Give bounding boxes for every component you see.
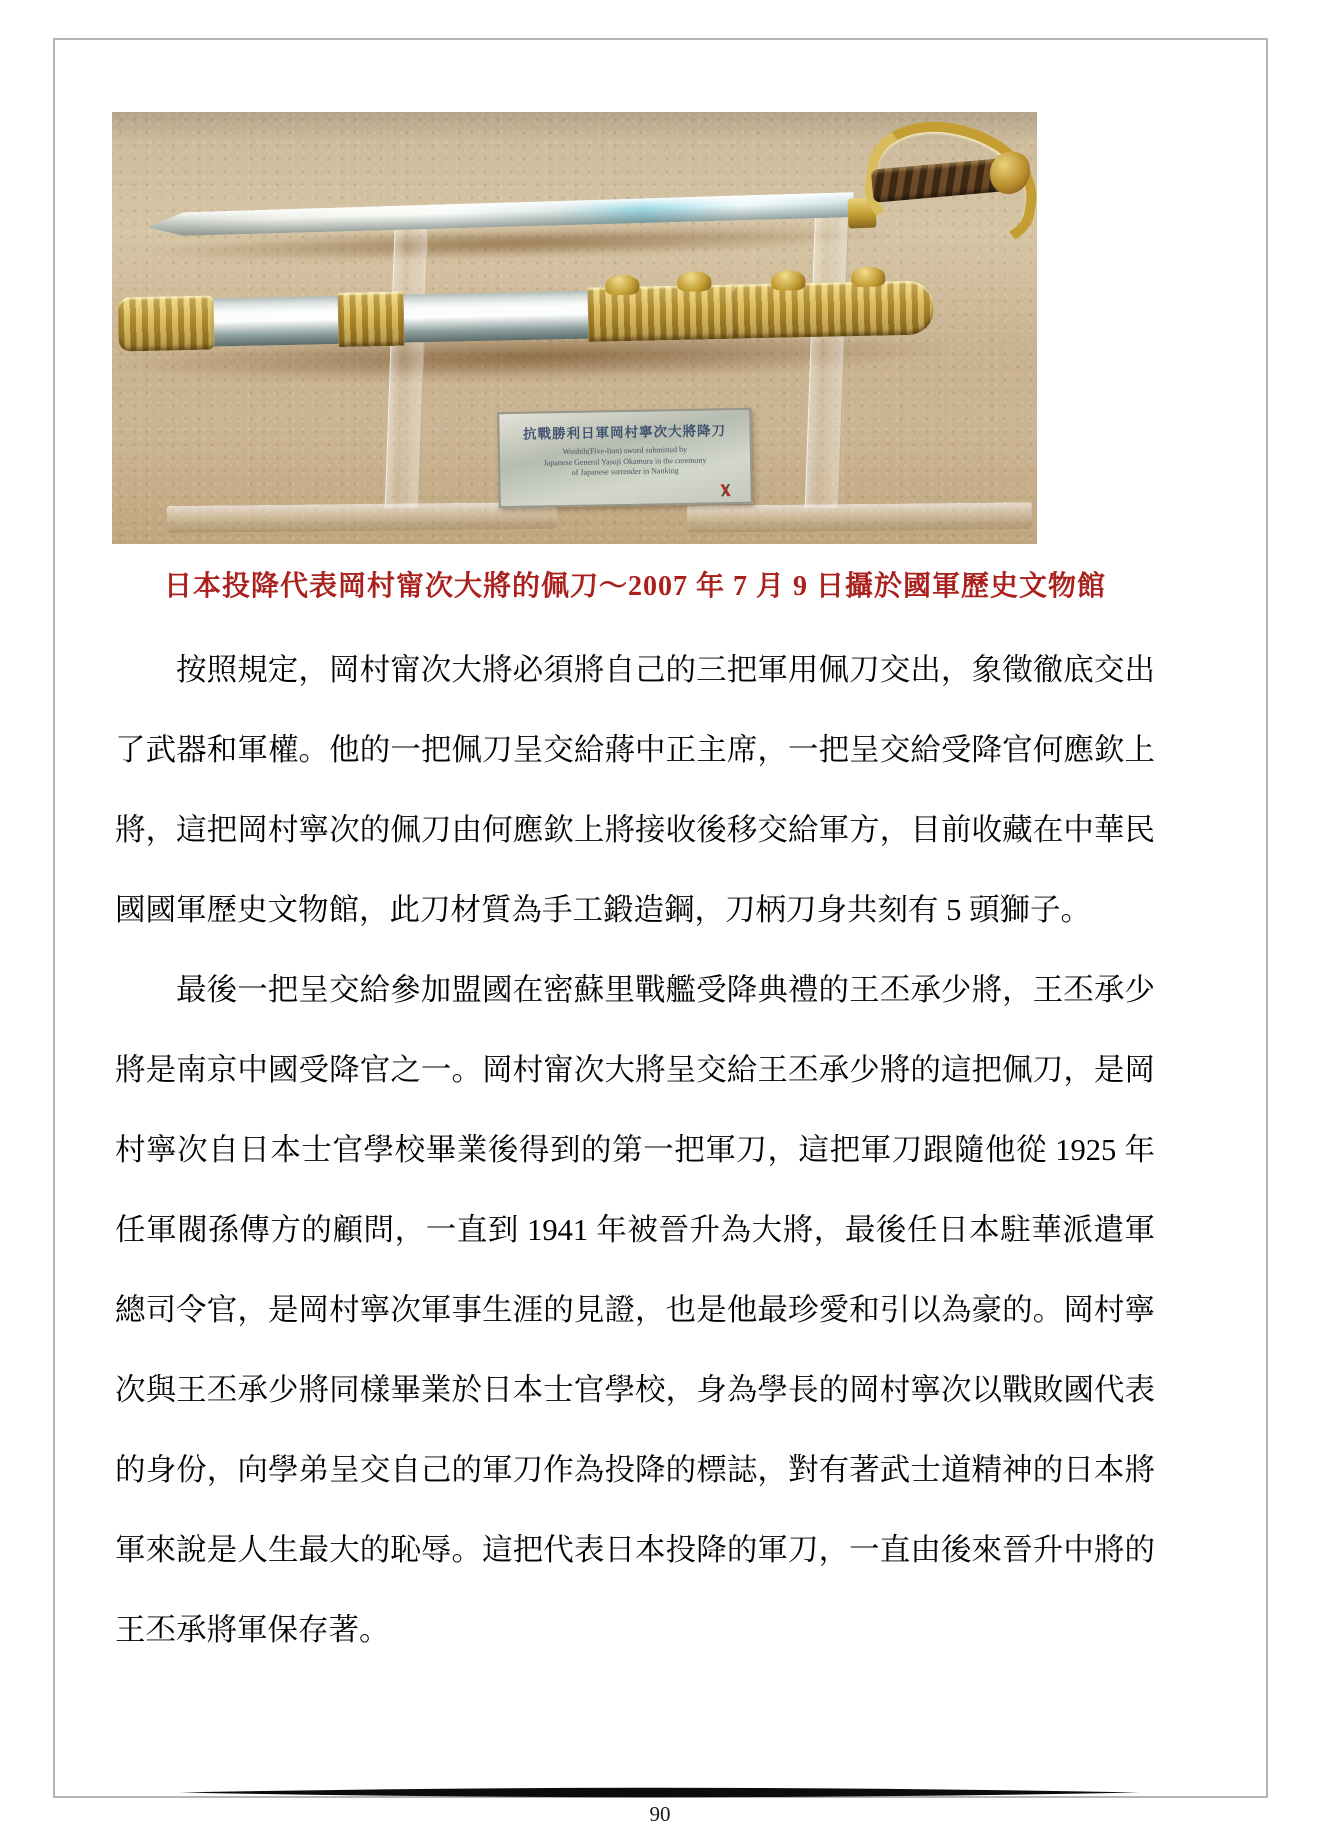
lion-figure [605, 275, 639, 296]
page-number: 90 [649, 1802, 671, 1826]
acrylic-base-right [687, 502, 1032, 533]
scabbard-band [337, 292, 404, 347]
lion-figure [771, 270, 805, 291]
tapered-rule [180, 1787, 1140, 1798]
museum-logo-mark [714, 484, 736, 496]
lion-figure [851, 266, 885, 287]
paragraph-2: 最後一把呈交給參加盟國在密蘇里戰艦受降典禮的王丕承少將，王丕承少將是南京中國受降官之一。岡村甯次大將呈交給王丕承少將的這把佩刀，是岡村寧次自日本士官學校畢業後得到的第一把軍刀，這把軍刀跟隨他從 1925 年任軍閥孫傳方的顧問，一直到 1941 年被晉升為大將，最後任日本駐華派遣軍總司令官，是岡村寧次軍事生涯的見證，也是他最珍愛和引以為豪的。岡村寧次與王丕承少將同樣畢業於日本士官學校，身為學長的岡村寧次以戰敗國代表的身份，向學弟呈交自己的軍刀作為投降的標誌，對有著武士道精神的日本將軍來說是人生最大的恥辱。這把代表日本投降的軍刀，一直由後來晉升中將的王丕承將軍保存著。 [115, 973, 1155, 1647]
scabbard-tip-mount [731, 280, 934, 338]
sword-photo [112, 112, 1037, 544]
footer-divider-bar [180, 1785, 1140, 1796]
plaque-caption-en-line2: Japanese General Yasuji Okamura in the ceremony [543, 455, 707, 467]
scabbard-lion-mount [587, 285, 740, 342]
plaque-title: 抗戰勝利日軍岡村寧次大將降刀 [522, 423, 727, 442]
acrylic-stand-right [805, 208, 849, 508]
scabbard-throat-mount [118, 296, 215, 352]
exhibit-label-plaque [497, 408, 753, 508]
plaque-caption-en-line1: Wushih(Five-lion) sword submitted by [562, 444, 688, 457]
photo-caption: 日本投降代表岡村甯次大將的佩刀～2007 年 7 月 9 日攝於國軍歷史文物館 [163, 571, 1106, 602]
plaque-caption-en-line3: of Japanese surrender in Nanking [571, 466, 679, 477]
paragraph-1: 按照規定，岡村甯次大將必須將自己的三把軍用佩刀交出，象徵徹底交出了武器和軍權。他的一把佩刀呈交給蔣中正主席，一把呈交給受降官何應欽上將，這把岡村寧次的佩刀由何應欽上將接收後移交給軍方，目前收藏在中華民國國軍歷史文物館，此刀材質為手工鍛造鋼，刀柄刀身共刻有 5 頭獅子。 [115, 653, 1155, 927]
lion-figure [677, 271, 711, 292]
body-text [115, 630, 1155, 1670]
